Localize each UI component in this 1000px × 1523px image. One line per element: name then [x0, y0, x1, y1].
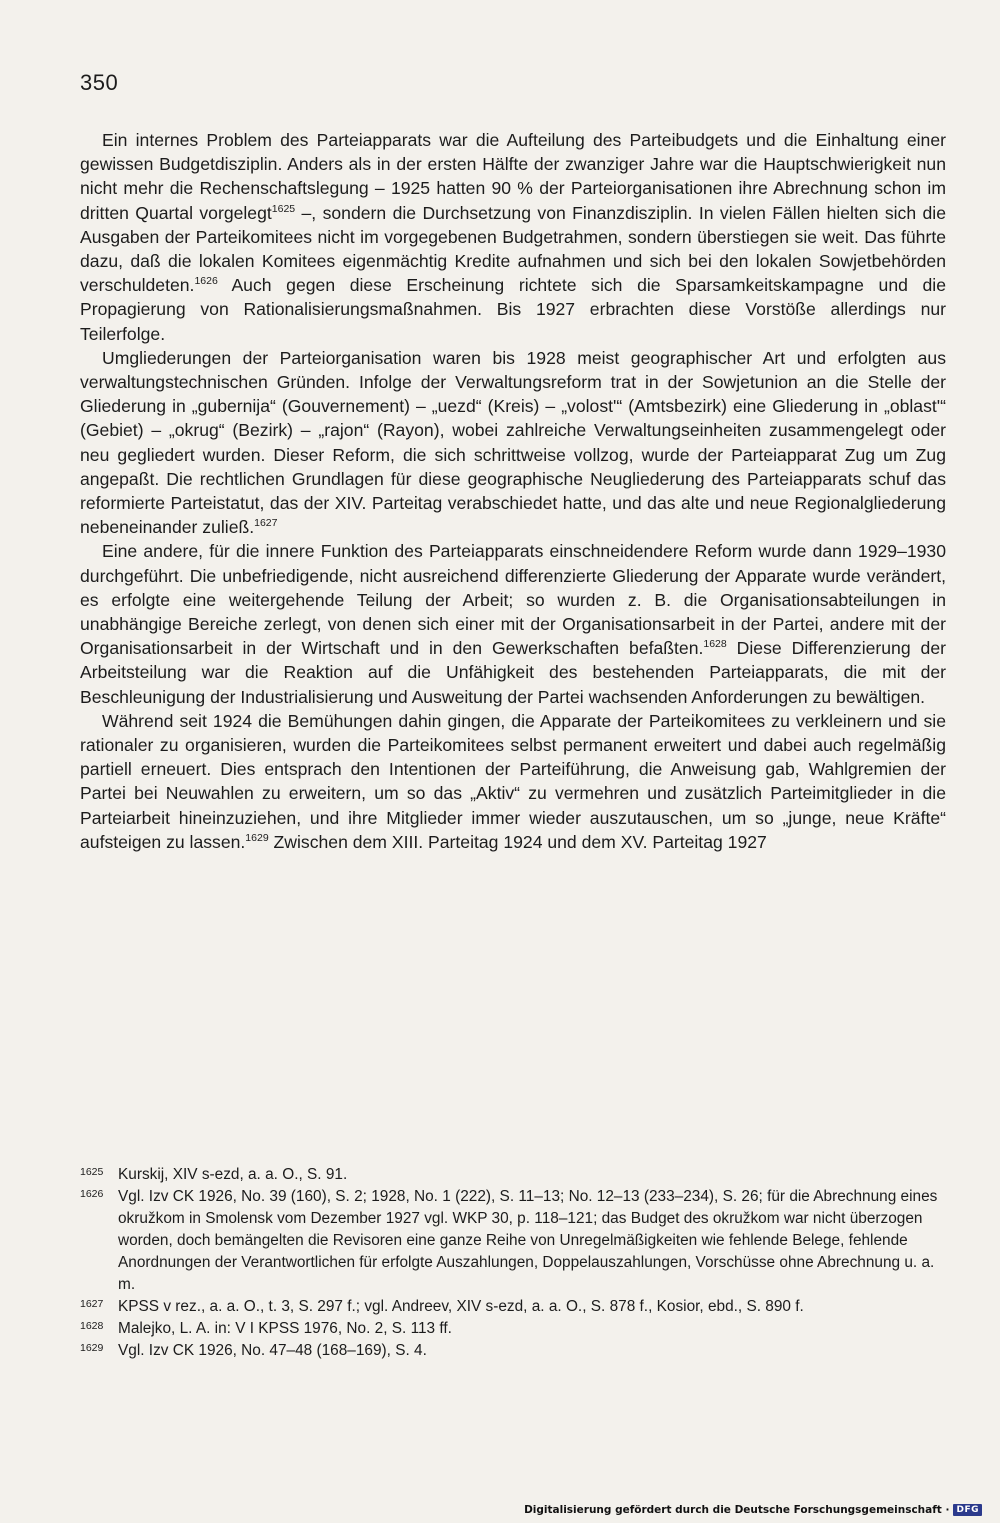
footnote-marker: 1628	[703, 638, 727, 651]
footnote-number: 1628	[80, 1320, 104, 1332]
footnote-marker: 1627	[254, 517, 278, 530]
footnote	[80, 1164, 946, 1186]
text-run: Zwischen dem XIII. Parteitag 1924 und dem XV. Parteitag 1927	[268, 831, 767, 852]
text-run: Ein internes Problem des Parteiapparats war die Aufteilung des Parteibudgets und die Einhaltung einer gewissen Budgetdisziplin. Anders als in der ersten Hälfte der zwanziger Jahre war die Hauptschwierigkeit nun nicht mehr die Rechenschaftslegung – 1925 hatten 90 % der Parteiorganisationen ihre Abrechnung schon im dritten Quartal vorgelegt	[80, 130, 946, 223]
footnote-number: 1629	[80, 1342, 104, 1354]
paragraph	[80, 709, 946, 854]
funding-notice	[524, 1504, 982, 1516]
footnote-number: 1625	[80, 1166, 104, 1178]
footnote	[80, 1340, 946, 1362]
paragraph	[80, 346, 946, 540]
page-number: 350	[80, 70, 119, 95]
body-text	[80, 128, 946, 854]
footnote-marker: 1625	[271, 202, 296, 215]
text-run: Diese Differenzierung der Arbeitsteilung war die Reaktion auf die Unfähigkeit des bestehenden Parteiapparats, die mit der Beschleunigung der Industrialisierung und Ausweitung der Partei wachsenden Anforderungen zu bewältigen.	[80, 638, 946, 707]
footnote	[80, 1318, 946, 1340]
paragraph	[80, 128, 946, 346]
funding-notice-text: Digitalisierung gefördert durch die Deutsche Forschungsgemeinschaft ·	[524, 1504, 950, 1516]
paragraph	[80, 539, 946, 708]
text-run: Eine andere, für die innere Funktion des Parteiapparats einschneidendere Reform wurde dann 1929–1930 durchgeführt. Die unbefriedigende, nicht ausreichend differenzierte Gliederung der Apparate wurde verändert, es erfolgte eine weitergehende Teilung der Arbeit; so wurden z. B. die Organisationsabteilungen in unabhängige Bereiche zerlegt, von denen sich einer mit der Organisationsarbeit in der Partei, andere mit der Organisationsarbeit in der Wirtschaft und in den Gewerkschaften befaßten.	[80, 541, 946, 659]
footnote-marker: 1626	[194, 275, 218, 288]
dfg-logo: DFG	[953, 1504, 982, 1516]
footnote-text: Kurskij, XIV s-ezd, a. a. O., S. 91.	[118, 1166, 348, 1183]
footnote-marker: 1629	[245, 831, 269, 844]
text-run: Auch gegen diese Erscheinung richtete sich die Sparsamkeitskampagne und die Propagierung von Rationalisierungsmaßnahmen. Bis 1927 erbrachten diese Vorstöße allerdings nur Teilerfolge.	[80, 275, 946, 344]
footnotes	[80, 1164, 946, 1362]
footnote	[80, 1186, 946, 1296]
footnote-text: KPSS v rez., a. a. O., t. 3, S. 297 f.; vgl. Andreev, XIV s-ezd, a. a. O., S. 878 f., Kosior, ebd., S. 890 f.	[118, 1298, 804, 1315]
footnote-number: 1627	[80, 1298, 104, 1310]
footnote-text: Vgl. Izv CK 1926, No. 39 (160), S. 2; 1928, No. 1 (222), S. 11–13; No. 12–13 (233–234), S. 26; für die Abrechnung eines okružkom in Smolensk vom Dezember 1927 vgl. WKP 30, p. 118–121; das Budget des okružkom war nicht überzogen worden, doch bemängelten die Revisoren eine ganze Reihe von Unregelmäßigkeiten wie fehlende Belege, fehlende Anordnungen der Verantwortlichen für erfolgte Auszahlungen, Doppelauszahlungen, Vorschüsse ohne Abrechnung u. a. m.	[118, 1188, 938, 1293]
text-run: –, sondern die Durchsetzung von Finanzdisziplin. In vielen Fällen hielten sich die Ausgaben der Parteikomitees nicht im vorgegebenen Budgetrahmen, sondern überstiegen sie weit. Das führte dazu, daß die lokalen Komitees eigenmächtig Kredite aufnahmen und sich bei den lokalen Sowjetbehörden verschuldeten.	[80, 202, 946, 296]
footnote	[80, 1296, 946, 1318]
footnote-text: Vgl. Izv CK 1926, No. 47–48 (168–169), S. 4.	[118, 1342, 427, 1359]
text-run: Umgliederungen der Parteiorganisation waren bis 1928 meist geographischer Art und erfolgten aus verwaltungstechnischen Gründen. Infolge der Verwaltungsreform trat in der Sowjetunion an die Stelle der Gliederung in „gubernija“ (Gouvernement) – „uezd“ (Kreis) – „volost'“ (Amtsbezirk) eine Gliederung in „oblast'“ (Gebiet) – „okrug“ (Bezirk) – „rajon“ (Rayon), wobei zahlreiche Verwaltungseinheiten zusammengelegt oder neu gegliedert wurden. Dieser Reform, die sich schrittweise vollzog, wurde der Parteiapparat Zug um Zug angepaßt. Die rechtlichen Grundlagen für diese geographische Neugliederung des Parteiapparats schuf das reformierte Parteistatut, das der XIV. Parteitag verabschiedet hatte, und das alte und neue Regionalgliederung nebeneinander zuließ.	[80, 347, 946, 538]
footnote-text: Malejko, L. A. in: V I KPSS 1976, No. 2, S. 113 ff.	[118, 1320, 452, 1337]
footnote-number: 1626	[80, 1188, 104, 1200]
text-run: Während seit 1924 die Bemühungen dahin gingen, die Apparate der Parteikomitees zu verkleinern und sie rationaler zu organisieren, wurden die Parteikomitees selbst permanent erweitert und dabei auch regelmäßig partiell erneuert. Dies entsprach den Intentionen der Parteiführung, die Anweisung gab, Wahlgremien der Partei bei Neuwahlen zu erweitern, um so das „Aktiv“ zu vermehren und zusätzlich Parteimitglieder in die Parteiarbeit hineinzuziehen, und ihre Mitglieder immer wieder auszutauschen, um so „junge, neue Kräfte“ aufsteigen zu lassen.	[80, 710, 946, 852]
